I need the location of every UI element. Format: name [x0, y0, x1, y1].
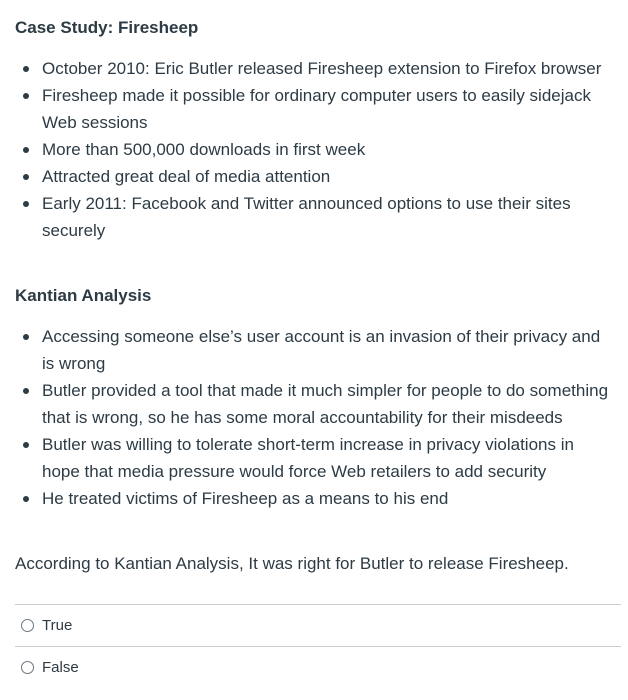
answer-option-true[interactable]	[15, 604, 621, 646]
case-study-item: October 2010: Eric Butler released Firesheep extension to Firefox browser	[15, 55, 615, 82]
kantian-item: Butler provided a tool that made it much simpler for people to do something that is wrong, so he has some moral accountability for their misdeeds	[15, 377, 615, 431]
case-study-item: More than 500,000 downloads in first week	[15, 136, 615, 163]
kantian-analysis-list	[15, 323, 615, 512]
answer-label-false: False	[42, 659, 79, 676]
kantian-analysis-heading: Kantian Analysis	[15, 286, 152, 305]
case-study-list	[15, 55, 615, 244]
case-study-item: Early 2011: Facebook and Twitter announced options to use their sites securely	[15, 190, 615, 244]
answer-option-false[interactable]	[15, 646, 621, 688]
question-text: According to Kantian Analysis, It was right for Butler to release Firesheep.	[15, 554, 569, 573]
radio-button-true[interactable]	[21, 619, 34, 632]
answer-options	[15, 604, 621, 688]
case-study-item: Attracted great deal of media attention	[15, 163, 615, 190]
answer-label-true: True	[42, 617, 73, 634]
radio-button-false[interactable]	[21, 661, 34, 674]
case-study-heading: Case Study: Firesheep	[15, 18, 199, 37]
kantian-item: Accessing someone else’s user account is an invasion of their privacy and is wrong	[15, 323, 615, 377]
case-study-item: Firesheep made it possible for ordinary computer users to easily sidejack Web sessions	[15, 82, 615, 136]
kantian-item: Butler was willing to tolerate short-term increase in privacy violations in hope that media pressure would force Web retailers to add security	[15, 431, 615, 485]
kantian-item: He treated victims of Firesheep as a means to his end	[15, 485, 615, 512]
